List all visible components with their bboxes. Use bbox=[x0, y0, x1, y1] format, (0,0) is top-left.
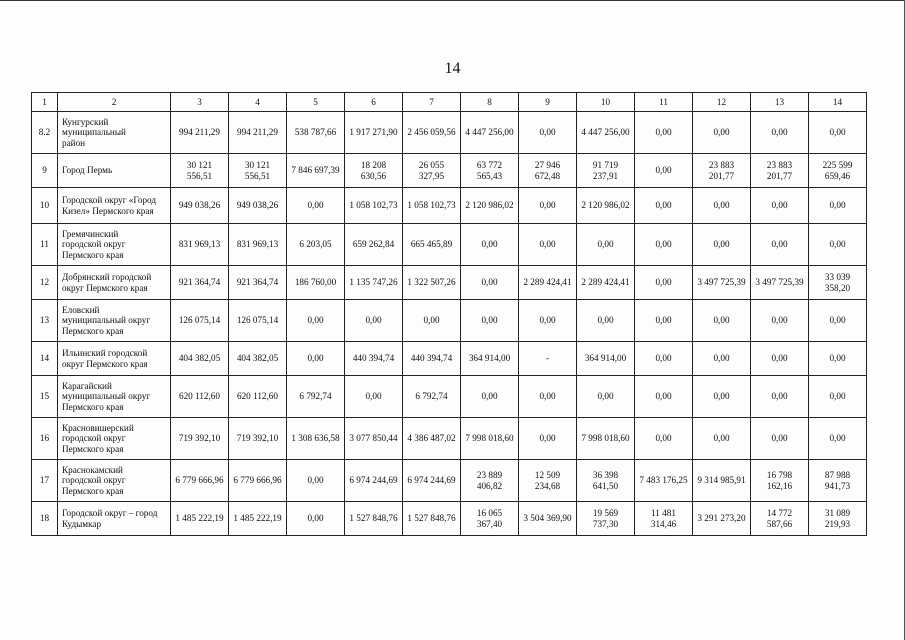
value-cell: 0,00 bbox=[635, 342, 693, 376]
value-cell: 0,00 bbox=[461, 224, 519, 266]
value-cell: 0,00 bbox=[693, 342, 751, 376]
value-cell: 4 447 256,00 bbox=[461, 112, 519, 154]
value-cell: 0,00 bbox=[519, 376, 577, 418]
value-cell: 1 527 848,76 bbox=[345, 502, 403, 536]
value-cell: 0,00 bbox=[751, 342, 809, 376]
value-cell: 921 364,74 bbox=[229, 266, 287, 300]
value-cell: 186 760,00 bbox=[287, 266, 345, 300]
value-cell: 719 392,10 bbox=[171, 418, 229, 460]
value-cell: 1 308 636,58 bbox=[287, 418, 345, 460]
value-cell: 0,00 bbox=[461, 266, 519, 300]
value-cell: 7 998 018,60 bbox=[577, 418, 635, 460]
value-cell: 1 917 271,90 bbox=[345, 112, 403, 154]
value-cell: 0,00 bbox=[287, 502, 345, 536]
table-row bbox=[32, 502, 867, 536]
value-cell: 30 121 556,51 bbox=[171, 154, 229, 188]
col-header-3: 3 bbox=[171, 93, 229, 112]
col-header-7: 7 bbox=[403, 93, 461, 112]
territory-name-cell: Гремячинский городской округ Пермского края bbox=[58, 224, 171, 266]
value-cell: 0,00 bbox=[693, 224, 751, 266]
value-cell: 0,00 bbox=[287, 342, 345, 376]
value-cell: 1 485 222,19 bbox=[171, 502, 229, 536]
value-cell: 26 055 327,95 bbox=[403, 154, 461, 188]
table-row bbox=[32, 300, 867, 342]
value-cell: 0,00 bbox=[751, 112, 809, 154]
value-cell: 2 289 424,41 bbox=[519, 266, 577, 300]
col-header-9: 9 bbox=[519, 93, 577, 112]
value-cell: 14 772 587,66 bbox=[751, 502, 809, 536]
value-cell: 0,00 bbox=[461, 376, 519, 418]
col-header-5: 5 bbox=[287, 93, 345, 112]
value-cell: 87 988 941,73 bbox=[809, 460, 867, 502]
value-cell: 63 772 565,43 bbox=[461, 154, 519, 188]
value-cell: 6 779 666,96 bbox=[229, 460, 287, 502]
value-cell: 0,00 bbox=[519, 112, 577, 154]
value-cell: 3 077 850,44 bbox=[345, 418, 403, 460]
value-cell: 0,00 bbox=[809, 188, 867, 224]
value-cell: 6 974 244,69 bbox=[403, 460, 461, 502]
budget-table bbox=[31, 92, 867, 536]
value-cell: 0,00 bbox=[809, 376, 867, 418]
value-cell: 665 465,89 bbox=[403, 224, 461, 266]
row-number-cell: 15 bbox=[32, 376, 58, 418]
value-cell: 9 314 985,91 bbox=[693, 460, 751, 502]
table-row bbox=[32, 266, 867, 300]
value-cell: 0,00 bbox=[287, 188, 345, 224]
value-cell: 4 447 256,00 bbox=[577, 112, 635, 154]
value-cell: 719 392,10 bbox=[229, 418, 287, 460]
value-cell: 2 120 986,02 bbox=[461, 188, 519, 224]
row-number-cell: 10 bbox=[32, 188, 58, 224]
territory-name-cell: Городской округ «Город Кизел» Пермского края bbox=[58, 188, 171, 224]
row-number-cell: 18 bbox=[32, 502, 58, 536]
value-cell: 23 883 201,77 bbox=[693, 154, 751, 188]
value-cell: 0,00 bbox=[519, 300, 577, 342]
value-cell: 0,00 bbox=[577, 300, 635, 342]
value-cell: 0,00 bbox=[635, 154, 693, 188]
value-cell: 0,00 bbox=[519, 418, 577, 460]
value-cell: 33 039 358,20 bbox=[809, 266, 867, 300]
value-cell: 1 527 848,76 bbox=[403, 502, 461, 536]
value-cell: 27 946 672,48 bbox=[519, 154, 577, 188]
value-cell: 6 974 244,69 bbox=[345, 460, 403, 502]
table-row bbox=[32, 188, 867, 224]
territory-name-cell: Краснокамский городской округ Пермского края bbox=[58, 460, 171, 502]
table-row bbox=[32, 224, 867, 266]
territory-name-cell: Кунгурский муниципальный район bbox=[58, 112, 171, 154]
value-cell: 440 394,74 bbox=[403, 342, 461, 376]
col-header-2: 2 bbox=[58, 93, 171, 112]
value-cell: 36 398 641,50 bbox=[577, 460, 635, 502]
value-cell: 0,00 bbox=[635, 376, 693, 418]
col-header-6: 6 bbox=[345, 93, 403, 112]
col-header-14: 14 bbox=[809, 93, 867, 112]
value-cell: 7 846 697,39 bbox=[287, 154, 345, 188]
territory-name-cell: Карагайский муниципальный округ Пермского края bbox=[58, 376, 171, 418]
value-cell: 949 038,26 bbox=[171, 188, 229, 224]
territory-name-cell: Город Пермь bbox=[58, 154, 171, 188]
value-cell: 0,00 bbox=[577, 376, 635, 418]
value-cell: 0,00 bbox=[577, 224, 635, 266]
value-cell: 0,00 bbox=[751, 376, 809, 418]
value-cell: 0,00 bbox=[635, 112, 693, 154]
value-cell: 1 135 747,26 bbox=[345, 266, 403, 300]
value-cell: 16 798 162,16 bbox=[751, 460, 809, 502]
value-cell: 3 504 369,90 bbox=[519, 502, 577, 536]
row-number-cell: 14 bbox=[32, 342, 58, 376]
col-header-8: 8 bbox=[461, 93, 519, 112]
value-cell: 538 787,66 bbox=[287, 112, 345, 154]
value-cell: 0,00 bbox=[287, 460, 345, 502]
value-cell: 6 203,05 bbox=[287, 224, 345, 266]
value-cell: 0,00 bbox=[345, 300, 403, 342]
value-cell: 0,00 bbox=[693, 300, 751, 342]
territory-name-cell: Еловский муниципальный округ Пермского края bbox=[58, 300, 171, 342]
value-cell: 30 121 556,51 bbox=[229, 154, 287, 188]
value-cell: 659 262,84 bbox=[345, 224, 403, 266]
value-cell: 831 969,13 bbox=[229, 224, 287, 266]
value-cell: 6 792,74 bbox=[403, 376, 461, 418]
value-cell: 0,00 bbox=[345, 376, 403, 418]
value-cell: 23 883 201,77 bbox=[751, 154, 809, 188]
value-cell: - bbox=[519, 342, 577, 376]
value-cell: 0,00 bbox=[751, 224, 809, 266]
table-row bbox=[32, 112, 867, 154]
row-number-cell: 8.2 bbox=[32, 112, 58, 154]
row-number-cell: 9 bbox=[32, 154, 58, 188]
value-cell: 620 112,60 bbox=[171, 376, 229, 418]
value-cell: 12 509 234,68 bbox=[519, 460, 577, 502]
value-cell: 0,00 bbox=[809, 418, 867, 460]
value-cell: 0,00 bbox=[809, 342, 867, 376]
table-row bbox=[32, 154, 867, 188]
value-cell: 620 112,60 bbox=[229, 376, 287, 418]
value-cell: 0,00 bbox=[809, 224, 867, 266]
value-cell: 91 719 237,91 bbox=[577, 154, 635, 188]
col-header-13: 13 bbox=[751, 93, 809, 112]
table-row bbox=[32, 418, 867, 460]
value-cell: 23 889 406,82 bbox=[461, 460, 519, 502]
col-header-1: 1 bbox=[32, 93, 58, 112]
value-cell: 1 485 222,19 bbox=[229, 502, 287, 536]
value-cell: 4 386 487,02 bbox=[403, 418, 461, 460]
value-cell: 7 998 018,60 bbox=[461, 418, 519, 460]
value-cell: 2 456 059,56 bbox=[403, 112, 461, 154]
table-row bbox=[32, 342, 867, 376]
value-cell: 1 322 507,26 bbox=[403, 266, 461, 300]
value-cell: 0,00 bbox=[809, 112, 867, 154]
table-row bbox=[32, 460, 867, 502]
territory-name-cell: Добрянский городской округ Пермского края bbox=[58, 266, 171, 300]
value-cell: 949 038,26 bbox=[229, 188, 287, 224]
value-cell: 2 289 424,41 bbox=[577, 266, 635, 300]
value-cell: 225 599 659,46 bbox=[809, 154, 867, 188]
value-cell: 0,00 bbox=[693, 188, 751, 224]
territory-name-cell: Красновишерский городской округ Пермского края bbox=[58, 418, 171, 460]
value-cell: 0,00 bbox=[751, 418, 809, 460]
value-cell: 0,00 bbox=[751, 188, 809, 224]
value-cell: 404 382,05 bbox=[171, 342, 229, 376]
territory-name-cell: Городской округ – город Кудымкар bbox=[58, 502, 171, 536]
value-cell: 3 497 725,39 bbox=[693, 266, 751, 300]
value-cell: 0,00 bbox=[635, 266, 693, 300]
value-cell: 404 382,05 bbox=[229, 342, 287, 376]
value-cell: 2 120 986,02 bbox=[577, 188, 635, 224]
value-cell: 18 208 630,56 bbox=[345, 154, 403, 188]
value-cell: 6 779 666,96 bbox=[171, 460, 229, 502]
value-cell: 16 065 367,40 bbox=[461, 502, 519, 536]
value-cell: 0,00 bbox=[635, 300, 693, 342]
value-cell: 0,00 bbox=[461, 300, 519, 342]
row-number-cell: 12 bbox=[32, 266, 58, 300]
value-cell: 364 914,00 bbox=[577, 342, 635, 376]
scan-top-edge bbox=[0, 0, 905, 1]
value-cell: 0,00 bbox=[751, 300, 809, 342]
value-cell: 831 969,13 bbox=[171, 224, 229, 266]
value-cell: 440 394,74 bbox=[345, 342, 403, 376]
row-number-cell: 16 bbox=[32, 418, 58, 460]
value-cell: 1 058 102,73 bbox=[403, 188, 461, 224]
value-cell: 126 075,14 bbox=[229, 300, 287, 342]
row-number-cell: 17 bbox=[32, 460, 58, 502]
value-cell: 19 569 737,30 bbox=[577, 502, 635, 536]
row-number-cell: 11 bbox=[32, 224, 58, 266]
value-cell: 6 792,74 bbox=[287, 376, 345, 418]
value-cell: 994 211,29 bbox=[171, 112, 229, 154]
column-number-row bbox=[32, 93, 867, 112]
value-cell: 0,00 bbox=[693, 418, 751, 460]
value-cell: 0,00 bbox=[635, 188, 693, 224]
value-cell: 0,00 bbox=[809, 300, 867, 342]
value-cell: 994 211,29 bbox=[229, 112, 287, 154]
value-cell: 0,00 bbox=[635, 224, 693, 266]
value-cell: 0,00 bbox=[519, 224, 577, 266]
value-cell: 0,00 bbox=[287, 300, 345, 342]
value-cell: 126 075,14 bbox=[171, 300, 229, 342]
value-cell: 31 089 219,93 bbox=[809, 502, 867, 536]
page-number: 14 bbox=[444, 60, 461, 77]
value-cell: 7 483 176,25 bbox=[635, 460, 693, 502]
value-cell: 921 364,74 bbox=[171, 266, 229, 300]
value-cell: 1 058 102,73 bbox=[345, 188, 403, 224]
value-cell: 3 497 725,39 bbox=[751, 266, 809, 300]
col-header-10: 10 bbox=[577, 93, 635, 112]
value-cell: 0,00 bbox=[693, 376, 751, 418]
row-number-cell: 13 bbox=[32, 300, 58, 342]
value-cell: 0,00 bbox=[635, 418, 693, 460]
col-header-4: 4 bbox=[229, 93, 287, 112]
table-row bbox=[32, 376, 867, 418]
col-header-12: 12 bbox=[693, 93, 751, 112]
value-cell: 3 291 273,20 bbox=[693, 502, 751, 536]
value-cell: 0,00 bbox=[693, 112, 751, 154]
col-header-11: 11 bbox=[635, 93, 693, 112]
value-cell: 11 481 314,46 bbox=[635, 502, 693, 536]
value-cell: 0,00 bbox=[519, 188, 577, 224]
value-cell: 364 914,00 bbox=[461, 342, 519, 376]
territory-name-cell: Ильинский городской округ Пермского края bbox=[58, 342, 171, 376]
value-cell: 0,00 bbox=[403, 300, 461, 342]
